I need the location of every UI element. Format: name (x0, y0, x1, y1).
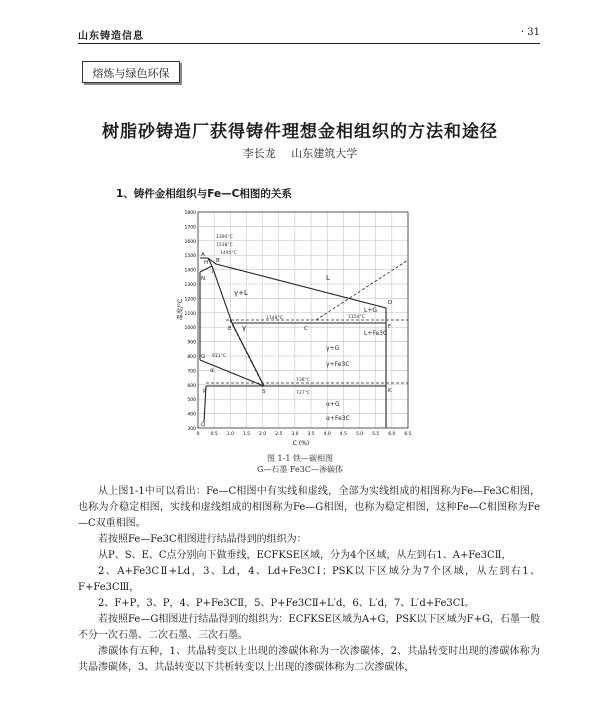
peritectic-line-n (200, 266, 212, 272)
paragraph-6: 若按照Fe—G相图进行结晶得到的组织为：ECFKSE区域为A+G，PSK以下区域为F+G，石墨一般不分一次石墨、二次石墨、三次石墨。 (78, 614, 540, 641)
article-title: 树脂砂铸造厂获得铸件理想金相组织的方法和途径 (102, 122, 498, 142)
y-tick-label: 600 (187, 383, 196, 389)
point-c: C (304, 326, 308, 332)
region-alpha-fe3c: α+Fe3C (326, 415, 350, 422)
point-n: N (201, 276, 206, 282)
y-tick-label: 1000 (184, 326, 196, 332)
point-k: K (388, 388, 392, 394)
y-axis-label: 温度/°C (177, 298, 184, 320)
x-tick-label: 4.0 (323, 432, 331, 437)
y-tick-label: 1500 (184, 254, 196, 260)
paragraph-4: 2、A+Fe3CⅡ+Ld，3、Ld，4、Ld+Fe3CⅠ；PSK以下区域分为7个区域，从左到右1、F+Fe3CⅢ， (78, 566, 540, 593)
y-tick-label: 1400 (184, 268, 196, 274)
x-tick-label: 2.0 (259, 432, 267, 437)
y-tick-label: 1300 (184, 283, 196, 288)
point-h: H (204, 260, 209, 266)
liquidus-line-abc (200, 258, 386, 308)
x-tick-label: 1.5 (242, 432, 251, 437)
y-tick-label: 900 (187, 340, 196, 346)
author-affiliation: 山东建筑大学 (291, 147, 358, 160)
region-alpha: α (210, 367, 214, 374)
temp-note-1394: 1394°C (216, 235, 233, 240)
figure-caption-line1: 图 1-1 铁—碳相图 (267, 454, 333, 463)
temp-note-1495: 1495°C (220, 251, 237, 256)
graphite-liquidus-line (316, 260, 408, 320)
x-tick-labels (197, 431, 412, 437)
x-tick-label: 2.5 (275, 432, 283, 437)
header-rule (78, 43, 540, 44)
y-tick-label: 400 (187, 412, 196, 418)
x-tick-label: 5.0 (355, 432, 364, 437)
figure-caption-line2: G—石墨 Fe3C—渗碳体 (257, 465, 343, 474)
page-number: · 31 (520, 27, 540, 38)
x-tick-label: 1.0 (226, 432, 234, 437)
temp-note-1538: 1538°C (216, 243, 233, 248)
y-tick-label: 500 (187, 398, 196, 404)
x-tick-label: 3.5 (307, 432, 315, 437)
region-gamma-fe3c: γ+Fe3C (326, 361, 350, 368)
region-gamma: γ (242, 324, 247, 332)
y-tick-label: 800 (187, 355, 196, 360)
x-tick-label: 0.5 (210, 432, 218, 437)
point-q: Q (201, 422, 206, 428)
region-gamma-liquid: γ+L (234, 289, 248, 297)
point-g: G (201, 354, 206, 360)
region-liquid: L (326, 274, 330, 282)
y-tick-label: 1100 (184, 311, 196, 317)
x-tick-label: 0 (196, 432, 200, 437)
running-header (78, 27, 540, 41)
author-name: 李长龙 (242, 147, 276, 160)
author-line (0, 145, 600, 161)
journal-name: 山东铸造信息 (78, 31, 144, 42)
paragraph-1: 从上图1-1中可以看出：Fe—C相图中有实线和虚线，全部为实线组成的相图称为Fe—Fe3C相图，也称为介稳定相图，实线和虚线组成的相图称为Fe—G相图，也称为稳定相图，这种Fe—C相图称为Fe—C双重相图。 (78, 486, 540, 529)
y-tick-label: 300 (187, 427, 196, 432)
temp-note-911: 911°C (212, 354, 226, 359)
temp-note-1148: 1148°C (266, 316, 283, 321)
body-text (78, 484, 540, 676)
region-liquid-fe3c: L+Fe3C (364, 330, 388, 337)
point-d: D (388, 300, 393, 306)
paragraph-2: 若按照Fe—Fe3C相图进行结晶得到的组织为： (98, 534, 307, 545)
temp-note-1154: 1154°C (348, 315, 365, 320)
paragraph-3: 从P、S、E、C点分别向下做垂线，ECFKSE区域，分为4个区域，从左到右1、A+Fe3CⅡ， (98, 550, 512, 561)
point-j: J (212, 268, 214, 274)
point-e: E (228, 326, 232, 332)
point-f: F (388, 324, 392, 330)
x-tick-label: 6.0 (388, 432, 396, 437)
section-heading: 1、铸件金相组织与Fe—C相图的关系 (116, 188, 292, 200)
acm-line-es (232, 323, 264, 386)
y-tick-label: 1200 (184, 297, 196, 303)
point-p: P (203, 389, 207, 395)
fe-c-phase-diagram (176, 200, 424, 450)
region-gamma-g: γ+G (326, 345, 340, 352)
x-tick-label: 3.0 (291, 432, 299, 437)
y-tick-label: 1800 (184, 211, 196, 216)
point-b: B (216, 258, 220, 264)
point-s: S (262, 389, 266, 395)
y-tick-label: 1700 (184, 225, 196, 231)
region-liquid-g: L+G (364, 307, 378, 314)
region-alpha-g: α+G (326, 401, 340, 408)
paragraph-7: 渗碳体有五种，1、共晶转变以上出现的渗碳体称为一次渗碳体，2、共晶转变时出现的渗碳体称为共晶渗碳体，3、共晶转变以下共析转变以上出现的渗碳体称为二次渗碳体， (78, 646, 540, 673)
temp-note-738: 738°C (296, 378, 310, 383)
paragraph-5: 2、F+P，3、P，4、P+Fe3CⅡ，5、P+Fe3CⅡ+L′d，6、L′d，7、L′d+Fe3CⅠ。 (98, 598, 475, 609)
point-a: A (201, 252, 205, 258)
column-label-box (82, 61, 180, 83)
x-tick-label: 5.5 (372, 432, 380, 437)
temp-note-727: 727°C (296, 391, 310, 396)
column-label: 熔炼与绿色环保 (92, 67, 170, 80)
x-tick-label: 6.5 (404, 432, 412, 437)
y-tick-labels (185, 210, 197, 432)
x-axis-label: C (%) (292, 440, 310, 447)
y-tick-label: 1600 (184, 239, 196, 245)
x-tick-label: 4.5 (339, 432, 347, 437)
y-tick-label: 700 (187, 369, 196, 375)
